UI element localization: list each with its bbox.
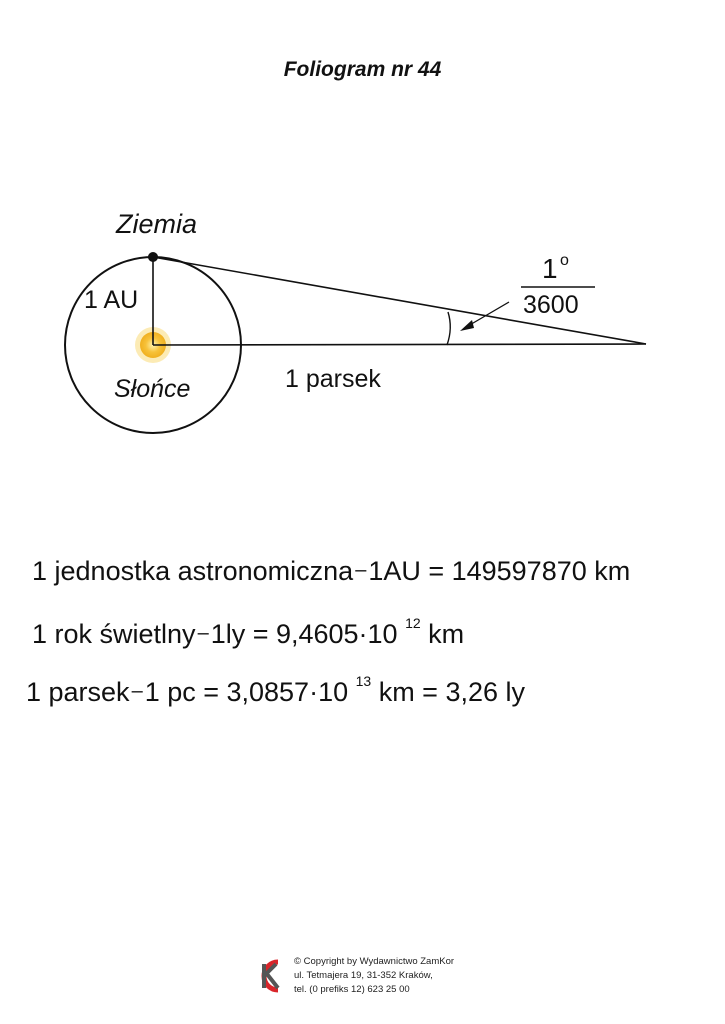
formula-pc [26, 673, 526, 708]
angle-denominator: 3600 [523, 291, 579, 319]
parallax-diagram [0, 0, 725, 480]
formula-ly-rhs-a: 1ly = 9,4605·10 [210, 619, 406, 649]
angle-arrowhead [460, 320, 474, 331]
formula-ly [32, 615, 465, 650]
sun-label: Słońce [114, 375, 191, 403]
formula-ly-lhs: 1 rok świetlny [32, 619, 196, 649]
footer-phone: tel. (0 prefiks 12) 623 25 00 [294, 984, 410, 995]
formula-ly-exponent: 12 [405, 615, 421, 631]
parsec-label: 1 parsek [285, 365, 381, 393]
publisher-logo-icon [254, 956, 286, 996]
earth-icon [148, 252, 158, 262]
formula-au-dash: – [355, 559, 367, 581]
formula-pc-rhs-a: 1 pc = 3,0857·10 [144, 677, 356, 707]
footer [254, 955, 454, 997]
formula-pc-exponent: 13 [355, 673, 372, 689]
footer-copyright: © Copyright by Wydawnictwo ZamKor [294, 956, 455, 967]
footer-text [294, 955, 454, 997]
formula-pc-rhs-b: km = 3,26 ly [371, 677, 526, 707]
earth-label: Ziemia [116, 209, 198, 239]
formula-ly-dash: – [197, 622, 209, 644]
parsec-baseline [153, 344, 646, 345]
formula-au-rhs: 1AU = 149597870 km [368, 556, 631, 586]
angle-numerator: 1 [542, 253, 558, 284]
formula-ly-rhs-b: km [420, 619, 465, 649]
angle-arc [447, 312, 450, 345]
footer-address: ul. Tetmajera 19, 31-352 Kraków, [294, 970, 433, 981]
formula-pc-lhs: 1 parsek [26, 677, 130, 707]
au-label: 1 AU [84, 286, 139, 314]
formula-pc-dash: – [131, 680, 143, 702]
page-title: Foliogram nr 44 [283, 58, 442, 81]
formula-au-lhs: 1 jednostka astronomiczna [32, 556, 354, 586]
formula-au [32, 556, 630, 587]
angle-numerator-degree: o [560, 252, 569, 269]
